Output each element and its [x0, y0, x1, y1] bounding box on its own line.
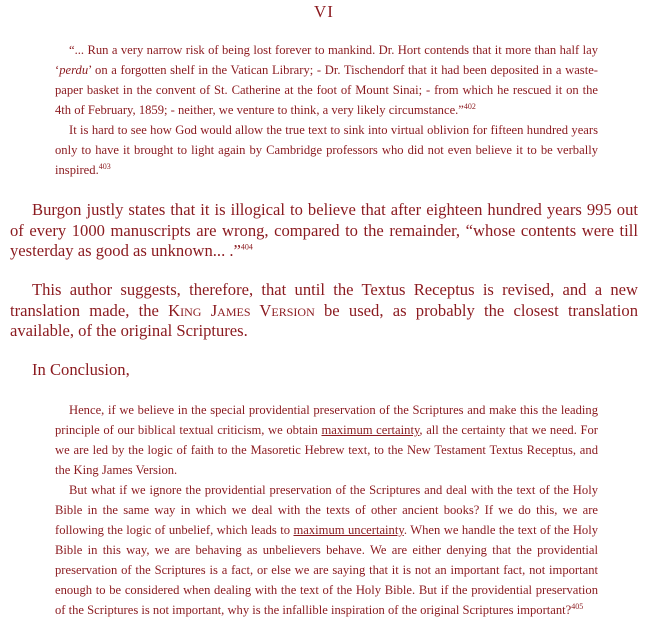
paragraph-body: This author suggests, therefore, that until the Textus Receptus is revised, and a new translation made, the — [10, 280, 638, 320]
quote-text: “... Run a very narrow risk of being lost forever to mankind. Dr. Hort contends that it more than half lay ‘ — [55, 43, 598, 77]
quote-paragraph-4 — [55, 480, 598, 620]
paragraph-recommendation — [10, 280, 638, 342]
footnote-ref-403[interactable]: 403 — [98, 161, 111, 171]
quote-text-cont: ’ on a forgotten shelf in the Vatican Library; - Dr. Tischendorf that it had been deposited in a waste-paper basket in the convent of St. Catherine at the foot of Mount Sinai; - from which he rescued it on the 4th of February, 1859; - neither, we venture to think, a very likely circumstance.” — [55, 63, 598, 117]
underlined-term: maximum certainty — [321, 423, 420, 437]
underlined-term: maximum uncertainty — [293, 523, 404, 537]
footnote-ref-402[interactable]: 402 — [463, 101, 476, 111]
block-quote-hort — [55, 40, 598, 180]
quote-text-cont: . When we handle the text of the Holy Bible in this way, we are behaving as unbelievers behave. We are either denying that the providential preservation of the Scriptures is a fact, or else we are saying that it is not an important fact, not important enough to be considered when dealing with the text of the Holy Bible. But if the providential preservation of the Scriptures is not important, why is the infallible inspiration of the original Scriptures important? — [55, 523, 599, 617]
quote-paragraph-1 — [55, 40, 598, 120]
paragraph-text — [10, 280, 638, 342]
quote-text: It is hard to see how God would allow the true text to sink into virtual oblivion for fifteen hundred years only to have it brought to light again by Cambridge professors who did not even believe it to be verbally inspired. — [55, 123, 598, 177]
quote-text-cont: , all the certainty that we need. For we are led by the logic of faith to the Masoretic Hebrew text, to the New Testament Textus Receptus, and the King James Version. — [55, 423, 598, 477]
paragraph-body: Burgon justly states that it is illogical to believe that after eighteen hundred years 995 out of every 1000 manuscripts are wrong, compared to the remainder, “whose contents were till yesterday as good as unknown... .” — [10, 200, 638, 260]
quote-paragraph-3 — [55, 400, 598, 480]
footnote-ref-404[interactable]: 404 — [240, 242, 253, 252]
block-quote-conclusion — [55, 400, 598, 620]
quote-text: But what if we ignore the providential preservation of the Scriptures and deal with the text of the Holy Bible in the same way in which we deal with the texts of other ancient books? If we do this, we are following the logic of unbelief, which leads to — [55, 483, 598, 537]
page-number: VI — [314, 2, 334, 21]
quote-text: Hence, if we believe in the special providential preservation of the Scriptures and make this the leading principle of our biblical textual criticism, we obtain — [55, 403, 598, 437]
italic-term: perdu — [59, 63, 89, 77]
paragraph-text — [10, 200, 638, 262]
version-name: King James Version — [168, 300, 315, 320]
paragraph-body-cont: be used, as probably the closest translation available, of the original Scriptures. — [10, 300, 638, 340]
footnote-ref-405[interactable]: 405 — [571, 601, 584, 611]
quote-paragraph-2 — [55, 120, 598, 180]
conclusion-heading: In Conclusion, — [32, 360, 130, 379]
paragraph-burgon — [10, 200, 638, 262]
